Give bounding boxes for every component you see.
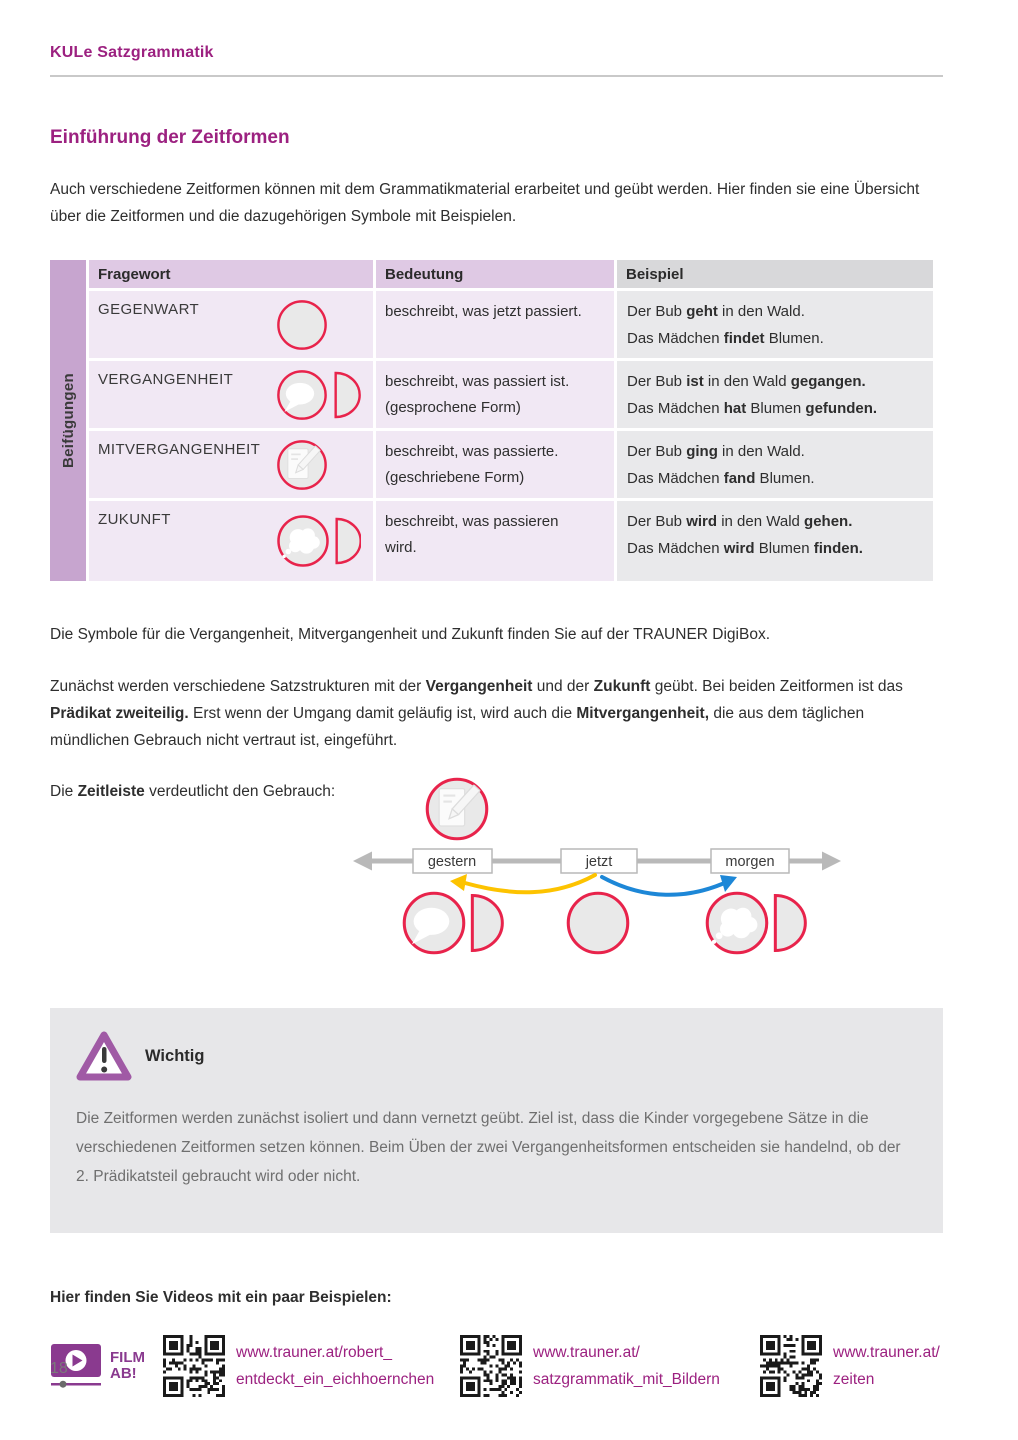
wichtig-title: Wichtig bbox=[145, 1046, 205, 1065]
table-side-strip bbox=[50, 260, 86, 581]
video-link[interactable]: www.trauner.at/ zeiten bbox=[833, 1343, 940, 1388]
table-row-gegenwart-beispiel: Der Bub geht in den Wald. Das Mädchen findet Blumen. bbox=[617, 291, 933, 358]
half-circle-icon bbox=[472, 896, 502, 951]
table-row-mitvergangenheit-bedeutung: beschreibt, was passierte. (geschriebene Form) bbox=[376, 431, 614, 498]
practice-paragraph: Zunächst werden verschiedene Satzstrukturen mit der Vergangenheit und der Zukunft geübt. Bei beiden Zeitformen ist das Prädikat zweiteilig. Erst wenn der Umgang damit geläufig ist, wird auch die Mitvergangenheit, die aus dem täglichen mündlichen Gebrauch nicht vertraut ist, eingeführt. bbox=[50, 678, 903, 749]
axis-left-arrow-icon bbox=[353, 852, 372, 871]
zeitleiste-lead: Die Zeitleiste verdeutlicht den Gebrauch: bbox=[50, 783, 336, 800]
qr-code bbox=[760, 1335, 822, 1397]
timeline-graphic bbox=[50, 774, 943, 966]
running-header: KULe Satzgrammatik bbox=[50, 44, 214, 61]
table-row-zukunft-fragewort bbox=[89, 501, 373, 581]
table-row-gegenwart-bedeutung: beschreibt, was jetzt passiert. bbox=[376, 291, 614, 358]
zeitform-label: GEGENWART bbox=[98, 301, 200, 318]
videos-row bbox=[50, 1335, 943, 1397]
timeline-label-morgen: morgen bbox=[725, 854, 775, 870]
page-number: 18 bbox=[50, 1360, 68, 1377]
speech-bubble-circle-icon bbox=[404, 893, 464, 953]
speech-bubble-circle-icon bbox=[275, 368, 329, 422]
timeline-label-gestern: gestern bbox=[427, 854, 477, 870]
table-row-gegenwart-fragewort bbox=[89, 291, 373, 358]
zeitform-label: ZUKUNFT bbox=[98, 511, 171, 528]
table-row-zukunft-bedeutung: beschreibt, was passieren wird. bbox=[376, 501, 614, 581]
column-header-bedeutung: Bedeutung bbox=[376, 260, 614, 288]
video-item bbox=[460, 1335, 760, 1397]
video-link[interactable]: www.trauner.at/robert_ entdeckt_ein_eichhoernchen bbox=[236, 1343, 435, 1388]
arrow-to-future bbox=[602, 875, 737, 895]
table-row-mitvergangenheit-fragewort bbox=[89, 431, 373, 498]
thought-cloud-circle-icon bbox=[707, 893, 767, 953]
section-title: Einführung der Zeitformen bbox=[50, 127, 290, 148]
video-item bbox=[760, 1335, 940, 1397]
zeitform-label: VERGANGENHEIT bbox=[98, 371, 234, 388]
half-circle-icon bbox=[775, 896, 805, 951]
zeitformen-table bbox=[50, 260, 943, 581]
column-header-fragewort: Fragewort bbox=[89, 260, 373, 288]
axis-right-arrow-icon bbox=[822, 852, 841, 871]
film-ab-label: FILM AB! bbox=[110, 1348, 145, 1382]
column-header-beispiel: Beispiel bbox=[617, 260, 933, 288]
table-row-mitvergangenheit-beispiel: Der Bub ging in den Wald. Das Mädchen fand Blumen. bbox=[617, 431, 933, 498]
arrow-to-past bbox=[450, 874, 595, 892]
zeitform-label: MITVERGANGENHEIT bbox=[98, 441, 261, 458]
video-link[interactable]: www.trauner.at/ satzgrammatik_mit_Bildern bbox=[533, 1343, 720, 1388]
wichtig-box bbox=[50, 1008, 943, 1233]
videos-heading: Hier finden Sie Videos mit ein paar Beispielen: bbox=[50, 1288, 392, 1306]
half-circle-icon bbox=[334, 513, 361, 569]
table-row-zukunft-beispiel: Der Bub wird in den Wald gehen. Das Mädchen wird Blumen finden. bbox=[617, 501, 933, 581]
wichtig-text: Die Zeitformen werden zunächst isoliert und dann vernetzt geübt. Ziel ist, dass die Kinder vorgegebene Sätze in die verschiedenen Zeitformen setzen können. Beim Üben der zwei Vergangenheitsformen entscheiden sie handelnd, ob der 2. Prädikatsteil gebraucht wird oder nicht. bbox=[76, 1110, 901, 1185]
qr-code bbox=[460, 1335, 522, 1397]
timeline-label-jetzt: jetzt bbox=[585, 854, 613, 870]
half-circle-icon bbox=[333, 368, 361, 422]
timeline-diagram bbox=[50, 774, 943, 966]
intro-paragraph: Auch verschiedene Zeitformen können mit dem Grammatikmaterial erarbeitet und geübt werden. Hier finden sie eine Übersicht über die Zeitformen und die dazugehörigen Symbole mit Beispielen. bbox=[50, 181, 920, 225]
thought-cloud-circle-icon bbox=[275, 513, 330, 569]
symbols-note-paragraph: Die Symbole für die Vergangenheit, Mitvergangenheit und Zukunft finden Sie auf der TRAUNER DigiBox. bbox=[50, 626, 771, 643]
header-divider bbox=[50, 75, 943, 77]
table-side-label: Beifügungen bbox=[59, 373, 77, 468]
table-row-vergangenheit-fragewort bbox=[89, 361, 373, 428]
pencil-circle-icon bbox=[275, 438, 329, 492]
video-item bbox=[163, 1335, 460, 1397]
table-row-vergangenheit-bedeutung: beschreibt, was passiert ist. (gesprochene Form) bbox=[376, 361, 614, 428]
circle-icon bbox=[275, 298, 329, 352]
circle-icon bbox=[568, 893, 628, 953]
warning-triangle-icon bbox=[76, 1030, 132, 1082]
timeline-labels bbox=[413, 849, 789, 873]
table-row-vergangenheit-beispiel: Der Bub ist in den Wald gegangen. Das Mädchen hat Blumen gefunden. bbox=[617, 361, 933, 428]
pencil-circle-icon bbox=[427, 779, 487, 839]
qr-code bbox=[163, 1335, 225, 1397]
